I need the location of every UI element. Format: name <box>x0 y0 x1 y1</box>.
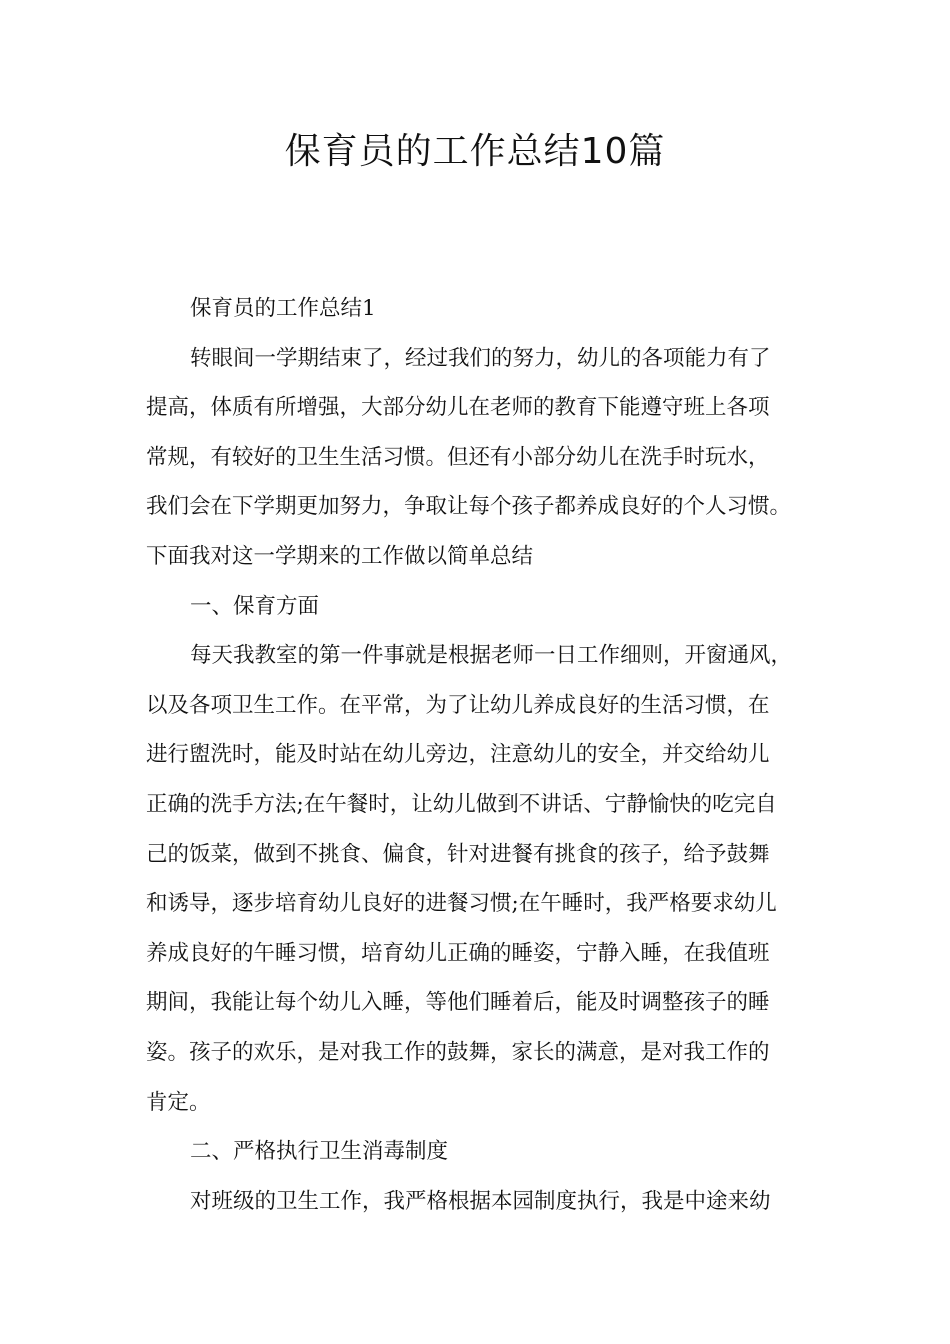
paragraph-line: 和诱导，逐步培育幼儿良好的进餐习惯;在午睡时，我严格要求幼儿 <box>146 891 777 917</box>
paragraph-line: 己的饭菜，做到不挑食、偏食，针对进餐有挑食的孩子，给予鼓舞 <box>146 841 770 867</box>
paragraph-line: 期间，我能让每个幼儿入睡，等他们睡着后，能及时调整孩子的睡 <box>146 990 770 1016</box>
paragraph-line: 转眼间一学期结束了，经过我们的努力，幼儿的各项能力有了 <box>190 345 771 371</box>
section-heading: 保育员的工作总结1 <box>190 296 376 321</box>
paragraph-line: 对班级的卫生工作，我严格根据本园制度执行，我是中途来幼 <box>190 1188 771 1214</box>
paragraph-line: 我们会在下学期更加努力，争取让每个孩子都养成良好的个人习惯。 <box>146 494 792 520</box>
care-paragraph <box>146 631 826 1127</box>
paragraph-line: 姿。孩子的欢乐，是对我工作的鼓舞，家长的满意，是对我工作的 <box>146 1039 770 1065</box>
paragraph-line: 提高，体质有所增强，大部分幼儿在老师的教育下能遵守班上各项 <box>146 395 770 421</box>
subheading-care: 一、保育方面 <box>190 593 320 619</box>
paragraph-line: 养成良好的午睡习惯，培育幼儿正确的睡姿，宁静入睡，在我值班 <box>146 940 770 966</box>
paragraph-line: 下面我对这一学期来的工作做以简单总结 <box>146 543 534 569</box>
document-body <box>146 284 826 1226</box>
subheading-hygiene: 二、严格执行卫生消毒制度 <box>190 1139 449 1165</box>
paragraph-line: 常规，有较好的卫生生活习惯。但还有小部分幼儿在洗手时玩水， <box>146 444 770 470</box>
hygiene-paragraph <box>146 1177 826 1227</box>
intro-paragraph <box>146 334 826 582</box>
document-title: 保育员的工作总结10篇 <box>284 131 666 172</box>
paragraph-line: 以及各项卫生工作。在平常，为了让幼儿养成良好的生活习惯，在 <box>146 692 770 718</box>
paragraph-line: 进行盥洗时，能及时站在幼儿旁边，注意幼儿的安全，并交给幼儿 <box>146 742 770 768</box>
paragraph-line: 每天我教室的第一件事就是根据老师一日工作细则，开窗通风， <box>190 643 793 669</box>
paragraph-line: 肯定。 <box>146 1089 211 1115</box>
paragraph-line: 正确的洗手方法;在午餐时，让幼儿做到不讲话、宁静愉快的吃完自 <box>146 791 777 817</box>
